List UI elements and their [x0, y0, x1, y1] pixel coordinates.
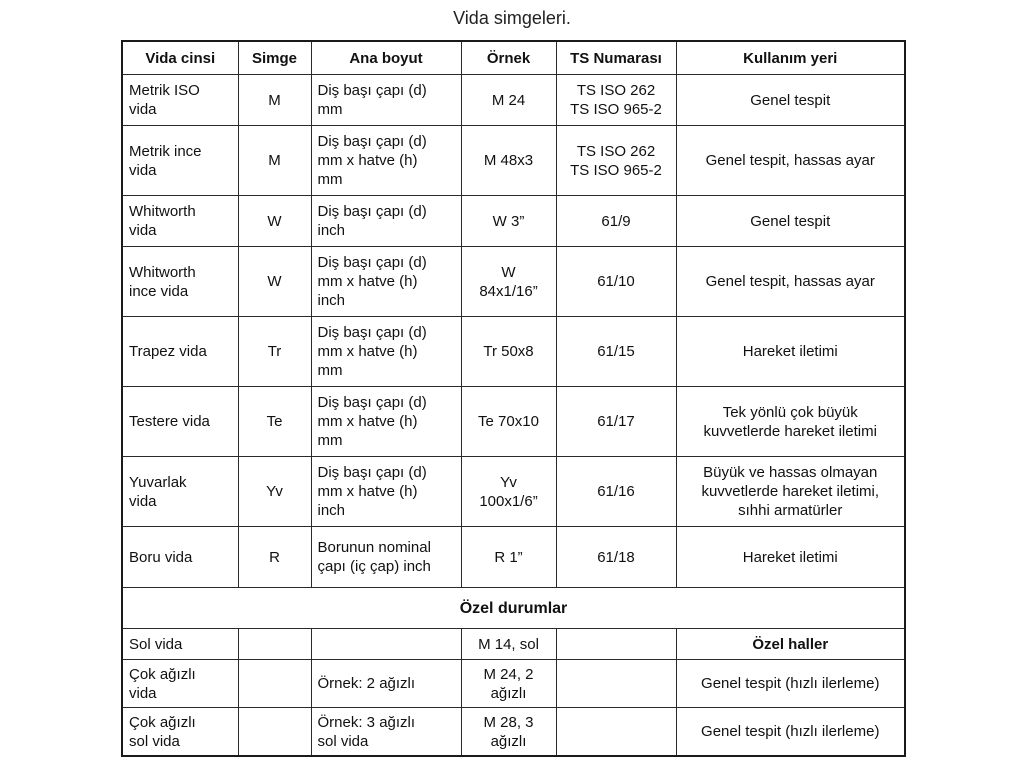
cell-simge: Yv: [238, 457, 311, 527]
special-section-header-row: [122, 588, 905, 629]
cell-kullanim-yeri: Genel tespit, hassas ayar: [676, 126, 905, 196]
cell-ts-numarasi: 61/17: [556, 387, 676, 457]
cell-ana-boyut: Diş başı çapı (d) mm x hatve (h) mm: [311, 317, 461, 387]
screw-symbols-table: [121, 40, 906, 757]
special-section-title: Özel durumlar: [122, 588, 905, 629]
cell-ornek: Yv 100x1/6”: [461, 457, 556, 527]
cell-ana-boyut: Örnek: 2 ağızlı: [311, 660, 461, 708]
cell-simge: [238, 708, 311, 757]
table-row: [122, 126, 905, 196]
cell-ts-numarasi: 61/9: [556, 196, 676, 247]
table-row: [122, 527, 905, 588]
cell-kullanim-yeri: Genel tespit: [676, 75, 905, 126]
table-row: [122, 196, 905, 247]
cell-vida-cinsi: Whitworth vida: [122, 196, 238, 247]
cell-ornek: M 24: [461, 75, 556, 126]
cell-kullanim-yeri: Tek yönlü çok büyük kuvvetlerde hareket iletimi: [676, 387, 905, 457]
cell-ana-boyut: Diş başı çapı (d) mm x hatve (h) mm: [311, 126, 461, 196]
cell-ornek: Te 70x10: [461, 387, 556, 457]
header-ana-boyut: Ana boyut: [311, 41, 461, 75]
table-row: [122, 629, 905, 660]
table-row: [122, 75, 905, 126]
cell-ts-numarasi: [556, 629, 676, 660]
cell-ts-numarasi: [556, 708, 676, 757]
cell-simge: W: [238, 247, 311, 317]
header-simge: Simge: [238, 41, 311, 75]
cell-ornek: M 24, 2 ağızlı: [461, 660, 556, 708]
cell-kullanim-yeri: Hareket iletimi: [676, 317, 905, 387]
cell-ts-numarasi: TS ISO 262 TS ISO 965-2: [556, 75, 676, 126]
cell-ornek: W 3”: [461, 196, 556, 247]
cell-ts-numarasi: TS ISO 262 TS ISO 965-2: [556, 126, 676, 196]
cell-ana-boyut: Diş başı çapı (d) mm x hatve (h) mm: [311, 387, 461, 457]
table-row: [122, 317, 905, 387]
cell-vida-cinsi: Metrik ISO vida: [122, 75, 238, 126]
cell-kullanim-yeri: Genel tespit (hızlı ilerleme): [676, 708, 905, 757]
cell-ornek: M 28, 3 ağızlı: [461, 708, 556, 757]
cell-simge: Te: [238, 387, 311, 457]
cell-ana-boyut: Diş başı çapı (d) mm x hatve (h) inch: [311, 457, 461, 527]
cell-simge: [238, 629, 311, 660]
header-ts-numarasi: TS Numarası: [556, 41, 676, 75]
table-row: [122, 247, 905, 317]
cell-vida-cinsi: Boru vida: [122, 527, 238, 588]
cell-ornek: M 48x3: [461, 126, 556, 196]
cell-vida-cinsi: Sol vida: [122, 629, 238, 660]
table-row: [122, 387, 905, 457]
cell-kullanim-yeri: Büyük ve hassas olmayan kuvvetlerde hareket iletimi, sıhhi armatürler: [676, 457, 905, 527]
cell-kullanim-yeri: Özel haller: [676, 629, 905, 660]
table-row: [122, 660, 905, 708]
cell-ornek: Tr 50x8: [461, 317, 556, 387]
cell-vida-cinsi: Trapez vida: [122, 317, 238, 387]
cell-simge: R: [238, 527, 311, 588]
header-kullanim-yeri: Kullanım yeri: [676, 41, 905, 75]
cell-simge: [238, 660, 311, 708]
cell-vida-cinsi: Çok ağızlı sol vida: [122, 708, 238, 757]
cell-vida-cinsi: Çok ağızlı vida: [122, 660, 238, 708]
cell-ana-boyut: Borunun nominal çapı (iç çap) inch: [311, 527, 461, 588]
header-ornek: Örnek: [461, 41, 556, 75]
cell-vida-cinsi: Yuvarlak vida: [122, 457, 238, 527]
cell-kullanim-yeri: Hareket iletimi: [676, 527, 905, 588]
cell-simge: M: [238, 126, 311, 196]
cell-ana-boyut: Diş başı çapı (d) mm: [311, 75, 461, 126]
cell-ts-numarasi: 61/10: [556, 247, 676, 317]
cell-ana-boyut: Diş başı çapı (d) inch: [311, 196, 461, 247]
page-title: Vida simgeleri.: [453, 8, 571, 28]
cell-ts-numarasi: 61/18: [556, 527, 676, 588]
cell-vida-cinsi: Testere vida: [122, 387, 238, 457]
table-header-row: [122, 41, 905, 75]
cell-ornek: W 84x1/16”: [461, 247, 556, 317]
cell-ts-numarasi: [556, 660, 676, 708]
cell-kullanim-yeri: Genel tespit, hassas ayar: [676, 247, 905, 317]
table-row: [122, 457, 905, 527]
cell-vida-cinsi: Metrik ince vida: [122, 126, 238, 196]
cell-kullanim-yeri: Genel tespit (hızlı ilerleme): [676, 660, 905, 708]
table-row: [122, 708, 905, 757]
cell-ts-numarasi: 61/16: [556, 457, 676, 527]
cell-simge: Tr: [238, 317, 311, 387]
cell-ts-numarasi: 61/15: [556, 317, 676, 387]
cell-kullanim-yeri: Genel tespit: [676, 196, 905, 247]
cell-ana-boyut: Örnek: 3 ağızlı sol vida: [311, 708, 461, 757]
cell-ornek: M 14, sol: [461, 629, 556, 660]
cell-ana-boyut: Diş başı çapı (d) mm x hatve (h) inch: [311, 247, 461, 317]
cell-simge: W: [238, 196, 311, 247]
cell-ornek: R 1”: [461, 527, 556, 588]
header-vida-cinsi: Vida cinsi: [122, 41, 238, 75]
cell-ana-boyut: [311, 629, 461, 660]
cell-simge: M: [238, 75, 311, 126]
cell-vida-cinsi: Whitworth ince vida: [122, 247, 238, 317]
